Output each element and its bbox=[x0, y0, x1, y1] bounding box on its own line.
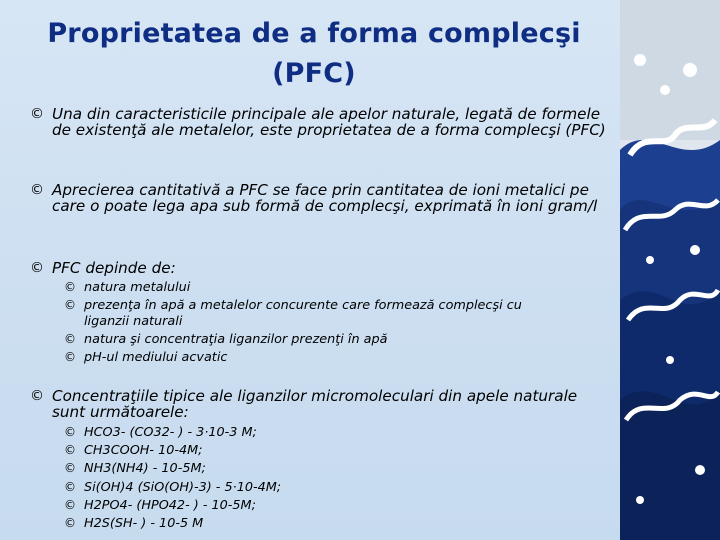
sub-bullet-icon: © bbox=[64, 350, 76, 364]
factor-item: natura şi concentraţia liganzilor prezenţi în apă bbox=[84, 332, 388, 347]
bullet-item: Concentraţiile tipice ale liganzilor micromoleculari din apele naturale sunt următoarele: bbox=[52, 387, 578, 421]
factor-item: natura metalului bbox=[84, 280, 191, 295]
sub-bullet-icon: © bbox=[64, 332, 76, 346]
ligand-item: HCO3- (CO32- ) - 3·10-3 M; bbox=[84, 425, 257, 440]
factor-item: prezenţa în apă a metalelor concurente care formează complecşi cu liganzii naturali bbox=[84, 298, 522, 329]
ligand-item: H2PO4- (HPO42- ) - 10-5M; bbox=[84, 498, 256, 513]
sub-bullet-icon: © bbox=[64, 461, 76, 475]
bullet-item: PFC depinde de: bbox=[52, 259, 176, 277]
bullet-item: Aprecierea cantitativă a PFC se face prin cantitatea de ioni metalici pe care o poate lega apa sub formă de complecşi, exprimată în ioni gram/l bbox=[52, 181, 598, 215]
slide-title bbox=[14, 14, 614, 94]
sub-bullet-icon: © bbox=[64, 298, 76, 312]
ligand-item: CH3COOH- 10-4M; bbox=[84, 443, 203, 458]
ligand-item: NH3(NH4) - 10-5M; bbox=[84, 461, 206, 476]
sub-bullet-icon: © bbox=[64, 280, 76, 294]
bullet-item: Una din caracteristicile principale ale apelor naturale, legată de formele de existenţă ale metalelor, este proprietatea de a forma complecşi (PFC) bbox=[52, 105, 606, 139]
bullet-icon: © bbox=[30, 388, 44, 404]
wave-decoration bbox=[620, 0, 720, 540]
title-line-2: (PFC) bbox=[272, 58, 356, 89]
bullet-icon: © bbox=[30, 106, 44, 122]
ligand-item: Si(OH)4 (SiO(OH)-3) - 5·10-4M; bbox=[84, 480, 282, 495]
bullet-icon: © bbox=[30, 182, 44, 198]
sub-bullet-icon: © bbox=[64, 498, 76, 512]
title-line-1: Proprietatea de a forma complecşi bbox=[47, 18, 581, 49]
factor-item: pH-ul mediului acvatic bbox=[84, 350, 228, 365]
ligand-item: H2S(SH- ) - 10-5 M bbox=[84, 516, 204, 531]
sub-bullet-icon: © bbox=[64, 425, 76, 439]
sub-bullet-icon: © bbox=[64, 516, 76, 530]
sub-bullet-icon: © bbox=[64, 480, 76, 494]
sub-bullet-icon: © bbox=[64, 443, 76, 457]
bullet-icon: © bbox=[30, 260, 44, 276]
